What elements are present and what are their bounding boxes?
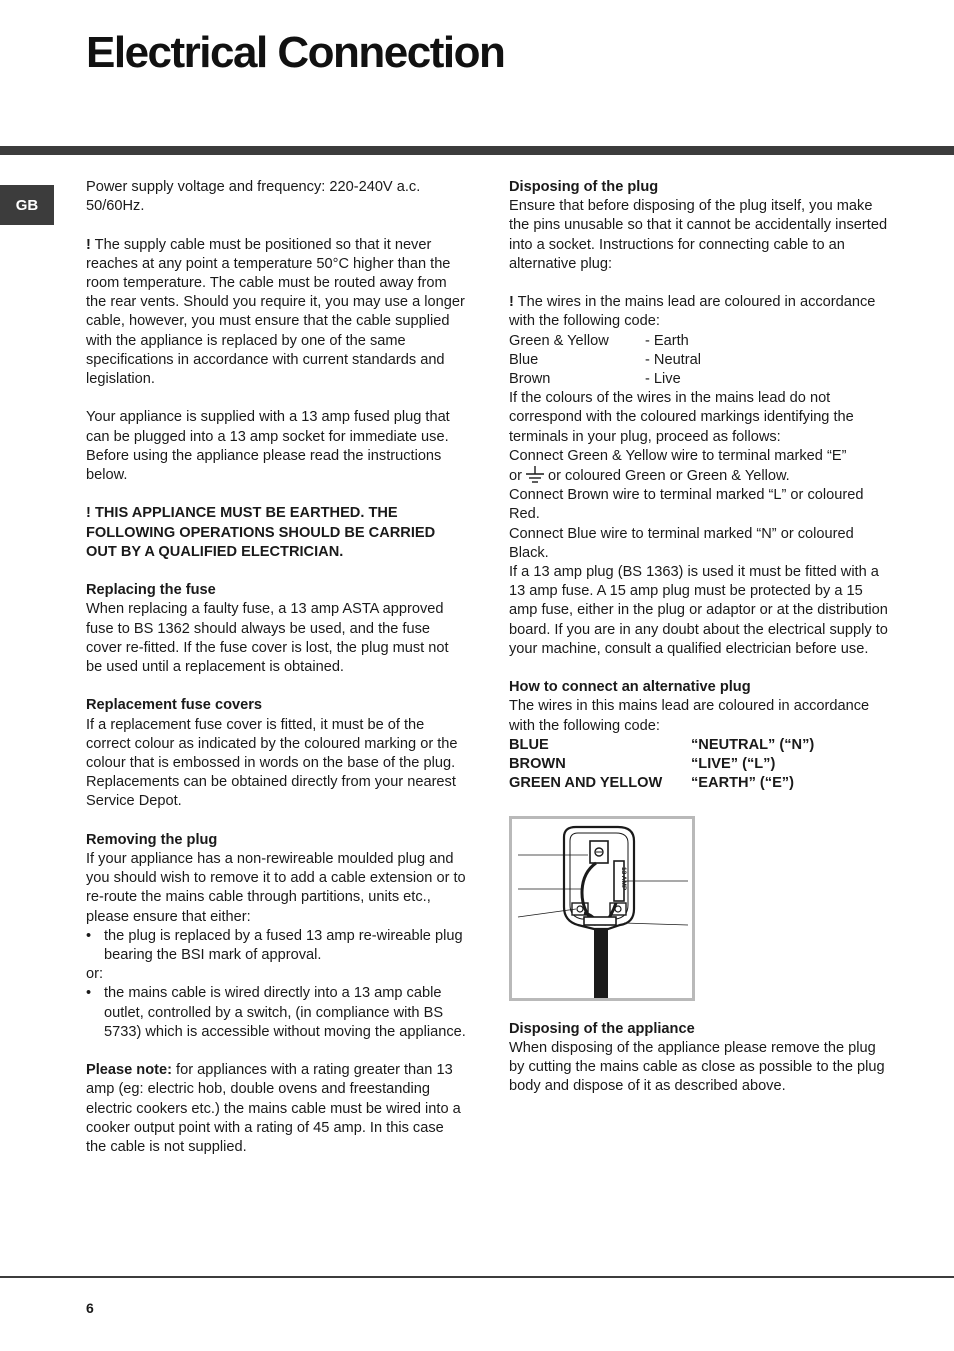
list-item bbox=[86, 927, 468, 965]
fuse-covers-text: If a replacement fuse cover is fitted, it must be of the correct colour as indicated by the coloured marking or the colour that is embossed in words on the base of the plug. Replacements can be obtained directly from your nearest Service Depot. bbox=[86, 716, 458, 810]
alt-wire-meaning: “EARTH” (“E”) bbox=[691, 775, 794, 792]
power-supply-text: Power supply voltage and frequency: 220-240V a.c. 50/60Hz. bbox=[86, 179, 421, 215]
wire-meaning: - Live bbox=[645, 371, 681, 388]
plug-diagram-frame bbox=[509, 816, 695, 1001]
please-note-text: for appliances with a rating greater than 13 amp (eg: electric hob, double ovens and freestanding electric cookers etc.) the mains cable must be wired into a cooker output point with a rating of 45 amp. In this case the cable is not supplied. bbox=[86, 1062, 461, 1156]
or-coloured-text: or coloured Green or Green & Yellow. bbox=[547, 468, 790, 485]
fuse-label: 13 AMP bbox=[620, 866, 627, 890]
alt-wire-meaning: “LIVE” (“L”) bbox=[691, 756, 776, 773]
earth-symbol-icon bbox=[525, 466, 545, 484]
cable-position-paragraph bbox=[86, 236, 468, 390]
wire-colour: Blue bbox=[509, 351, 539, 368]
alt-code-row bbox=[509, 774, 889, 793]
or-word: or bbox=[509, 468, 522, 485]
please-note-label: Please note: bbox=[86, 1062, 172, 1079]
wire-colour: Brown bbox=[509, 371, 551, 388]
removing-plug-heading: Removing the plug bbox=[86, 831, 218, 848]
alt-wire-colour: BROWN bbox=[509, 756, 566, 773]
bullet-text: the plug is replaced by a fused 13 amp re-wireable plug bearing the BSI mark of approval. bbox=[104, 927, 463, 964]
page-title: Electrical Connection bbox=[86, 28, 505, 77]
earthed-warning bbox=[86, 504, 468, 562]
replacing-fuse-heading: Replacing the fuse bbox=[86, 582, 216, 599]
left-column bbox=[86, 178, 468, 1157]
removing-plug-text: If your appliance has a non-rewireable moulded plug and you should wish to remove it to add a cable extension or to re-route the mains cable through partitions, units etc., please ensure that either: bbox=[86, 851, 466, 925]
alt-wire-colour: GREEN AND YELLOW bbox=[509, 775, 663, 792]
alt-wire-meaning: “NEUTRAL” (“N”) bbox=[691, 736, 815, 753]
disposing-appliance-heading: Disposing of the appliance bbox=[509, 1020, 695, 1037]
colour-mismatch-text: If the colours of the wires in the mains lead do not correspond with the coloured markings identifying the terminals in your plug, proceed as follows: bbox=[509, 390, 854, 445]
wire-colour-intro bbox=[509, 293, 889, 331]
fuse-covers-heading: Replacement fuse covers bbox=[86, 697, 263, 714]
plug-wiring-diagram bbox=[512, 819, 692, 998]
disposing-appliance-text: When disposing of the appliance please remove the plug by cutting the mains cable as close as possible to the plug body and dispose of it as described above. bbox=[509, 1040, 885, 1095]
alt-code-row bbox=[509, 736, 889, 755]
wire-meaning: - Earth bbox=[645, 332, 689, 349]
bullet-icon: • bbox=[86, 985, 92, 1002]
language-tab: GB bbox=[0, 185, 54, 225]
wire-meaning: - Neutral bbox=[645, 351, 701, 368]
earthed-warning-text: THIS APPLIANCE MUST BE EARTHED. THE FOLLOWING OPERATIONS SHOULD BE CARRIED OUT BY A QUALIFIED ELECTRICIAN. bbox=[86, 505, 436, 560]
alternative-plug-text: The wires in this mains lead are coloured in accordance with the following code: bbox=[509, 698, 870, 734]
exclamation-icon: ! bbox=[86, 505, 91, 522]
connect-brown-text: Connect Brown wire to terminal marked “L” or coloured Red. bbox=[509, 487, 864, 523]
wire-code-row bbox=[509, 332, 889, 351]
bullet-icon: • bbox=[86, 927, 92, 944]
disposing-plug-heading: Disposing of the plug bbox=[509, 179, 659, 195]
bullet-text: the mains cable is wired directly into a 13 amp cable outlet, controlled by a switch, (in compliance with BS 5733) which is accessible without moving the appliance. bbox=[104, 985, 466, 1040]
or-text: or: bbox=[86, 966, 104, 983]
earth-symbol-line bbox=[509, 466, 889, 486]
replacing-fuse-text: When replacing a faulty fuse, a 13 amp ASTA approved fuse to BS 1362 should always be used, and the fuse cover re-fitted. If the fuse cover is lost, the plug must not be used until a replacement is obtained. bbox=[86, 601, 449, 676]
wire-code-row bbox=[509, 351, 889, 370]
alt-code-row bbox=[509, 755, 889, 774]
right-column bbox=[509, 178, 889, 1097]
fused-plug-text: Your appliance is supplied with a 13 amp fused plug that can be plugged into a 13 amp socket for immediate use. Before using the appliance please read the instructions below. bbox=[86, 409, 450, 484]
wire-code-row bbox=[509, 370, 889, 389]
please-note-paragraph bbox=[86, 1061, 468, 1157]
cable-position-text: The supply cable must be positioned so that it never reaches at any point a temperature 50°C higher than the room temperature. The cable must be routed away from the rear vents. Should you require it, you may use a longer cable, however, you must ensure that the cable supplied with the appliance is replaced by one of the same specifications in accordance with current standards and legislation. bbox=[86, 236, 465, 388]
disposing-plug-text: Ensure that before disposing of the plug itself, you make the pins unusable so that it cannot be accidentally inserted into a socket. Instructions for connecting cable to an alternative plug: bbox=[509, 198, 888, 272]
wire-colour-intro-text: The wires in the mains lead are coloured in accordance with the following code: bbox=[509, 294, 876, 330]
connect-green-text: Connect Green & Yellow wire to terminal marked “E” bbox=[509, 447, 847, 464]
connect-blue-text: Connect Blue wire to terminal marked “N” or coloured Black. bbox=[509, 525, 854, 561]
footer-rule bbox=[0, 1276, 954, 1278]
alternative-plug-heading: How to connect an alternative plug bbox=[509, 679, 751, 696]
list-item bbox=[86, 984, 468, 1042]
wire-colour: Green & Yellow bbox=[509, 332, 609, 349]
exclamation-icon: ! bbox=[509, 294, 514, 311]
bs1363-text: If a 13 amp plug (BS 1363) is used it must be fitted with a 13 amp fuse. A 15 amp plug must be protected by a 15 amp fuse, either in the plug or adaptor or at the distribution board. If you are in any doubt about the electrical supply to your machine, consult a qualified electrician before use. bbox=[509, 564, 888, 657]
exclamation-icon: ! bbox=[86, 236, 91, 253]
alt-wire-colour: BLUE bbox=[509, 736, 549, 753]
header-rule bbox=[0, 146, 954, 155]
page-number: 6 bbox=[86, 1300, 94, 1316]
